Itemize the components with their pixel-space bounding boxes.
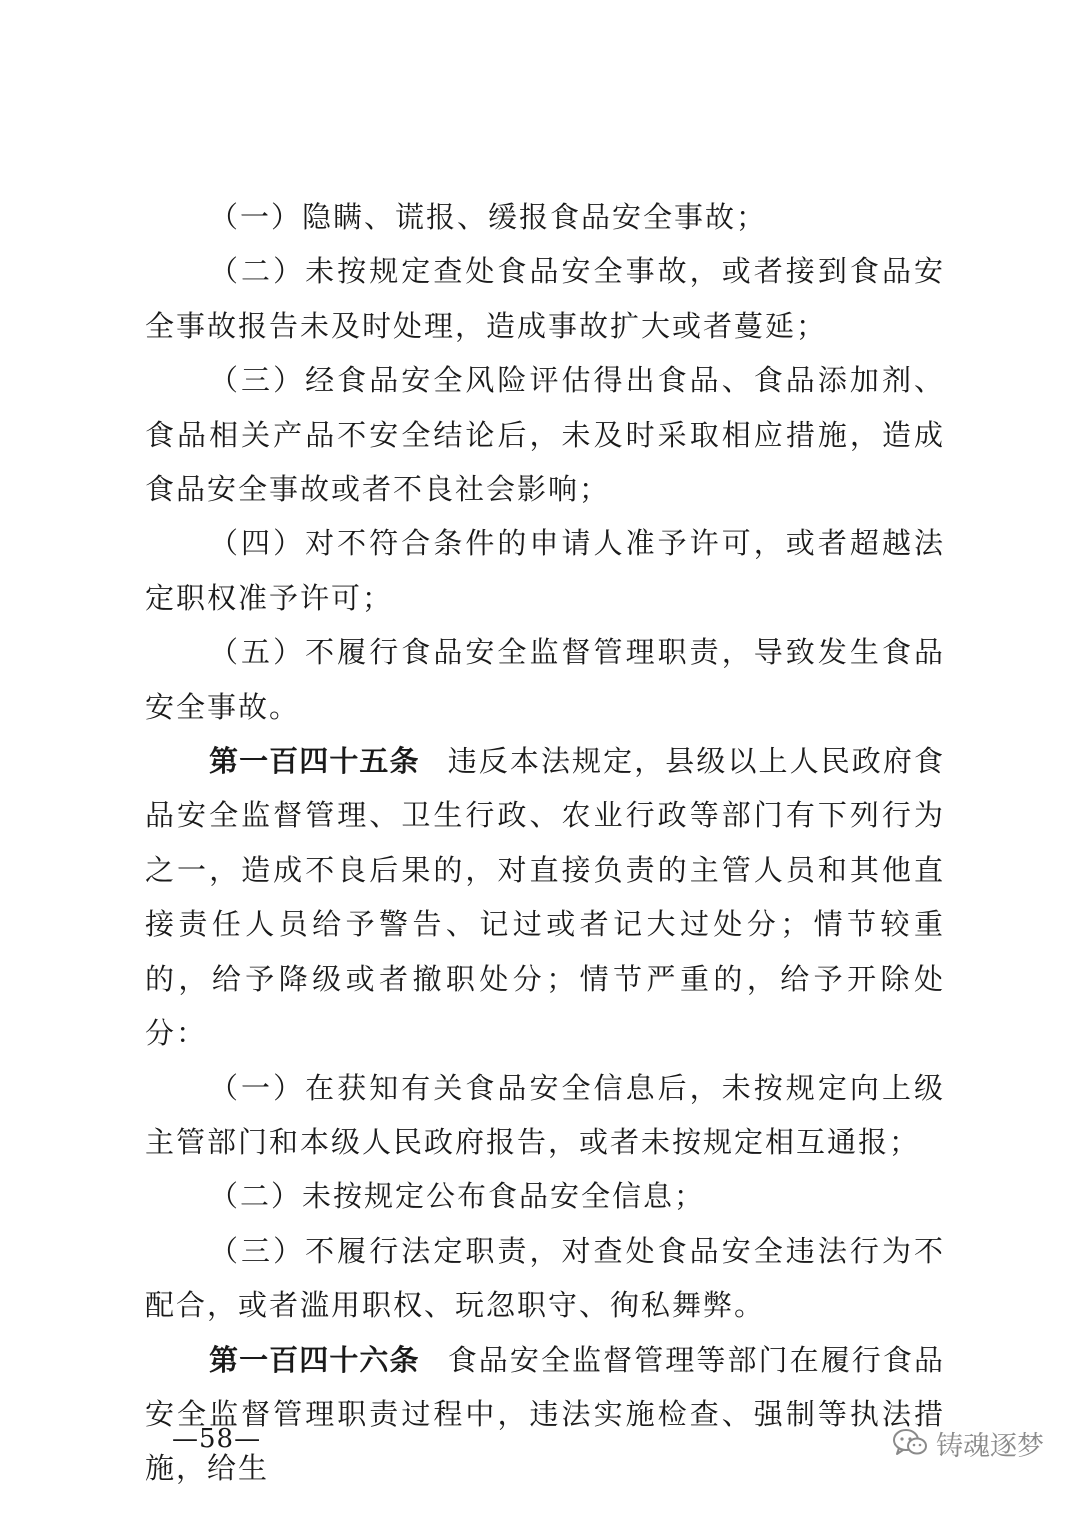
- paragraph-item-4: （四）对不符合条件的申请人准予许可，或者超越法定职权准予许可；: [145, 526, 945, 615]
- law-text-body: [145, 190, 945, 1496]
- article-number: 第一百四十六条: [209, 1342, 420, 1377]
- account-watermark: [892, 1420, 1044, 1466]
- paragraph-item-6: （一）在获知有关食品安全信息后，未按规定向上级主管部门和本级人民政府报告，或者未按规定相互通报；: [145, 1070, 945, 1159]
- paragraph-item-8: （三）不履行法定职责，对查处食品安全违法行为不配合，或者滥用职权、玩忽职守、徇私舞弊。: [145, 1233, 945, 1323]
- wechat-icon: [892, 1427, 928, 1459]
- page-number: —58—: [172, 1424, 262, 1454]
- watermark-text: 铸魂逐梦: [936, 1430, 1044, 1462]
- paragraph-item-1: （一）隐瞒、谎报、缓报食品安全事故；: [209, 200, 768, 234]
- article-145-paragraph: 第一百四十五条 违反本法规定，县级以上人民政府食品安全监督管理、卫生行政、农业行政等部门有下列行为之一，造成不良后果的，对直接负责的主管人员和其他直接责任人员给予警告、记过或者记大过处分；情节较重的，给予降级或者撤职处分；情节严重的，给予开除处分：: [145, 744, 945, 1051]
- article-number: 第一百四十五条: [209, 744, 420, 779]
- paragraph-item-3: （三）经食品安全风险评估得出食品、食品添加剂、食品相关产品不安全结论后，未及时采取相应措施，造成食品安全事故或者不良社会影响；: [145, 363, 945, 507]
- paragraph-item-2: （二）未按规定查处食品安全事故，或者接到食品安全事故报告未及时处理，造成事故扩大或者蔓延；: [145, 254, 945, 343]
- paragraph-item-5: （五）不履行食品安全监督管理职责，导致发生食品安全事故。: [145, 635, 945, 724]
- paragraph-item-7: （二）未按规定公布食品安全信息；: [209, 1179, 706, 1214]
- article-146-paragraph: 第一百四十六条 食品安全监督管理等部门在履行食品安全监督管理职责过程中，违法实施检查、强制等执法措施，给生: [145, 1342, 945, 1486]
